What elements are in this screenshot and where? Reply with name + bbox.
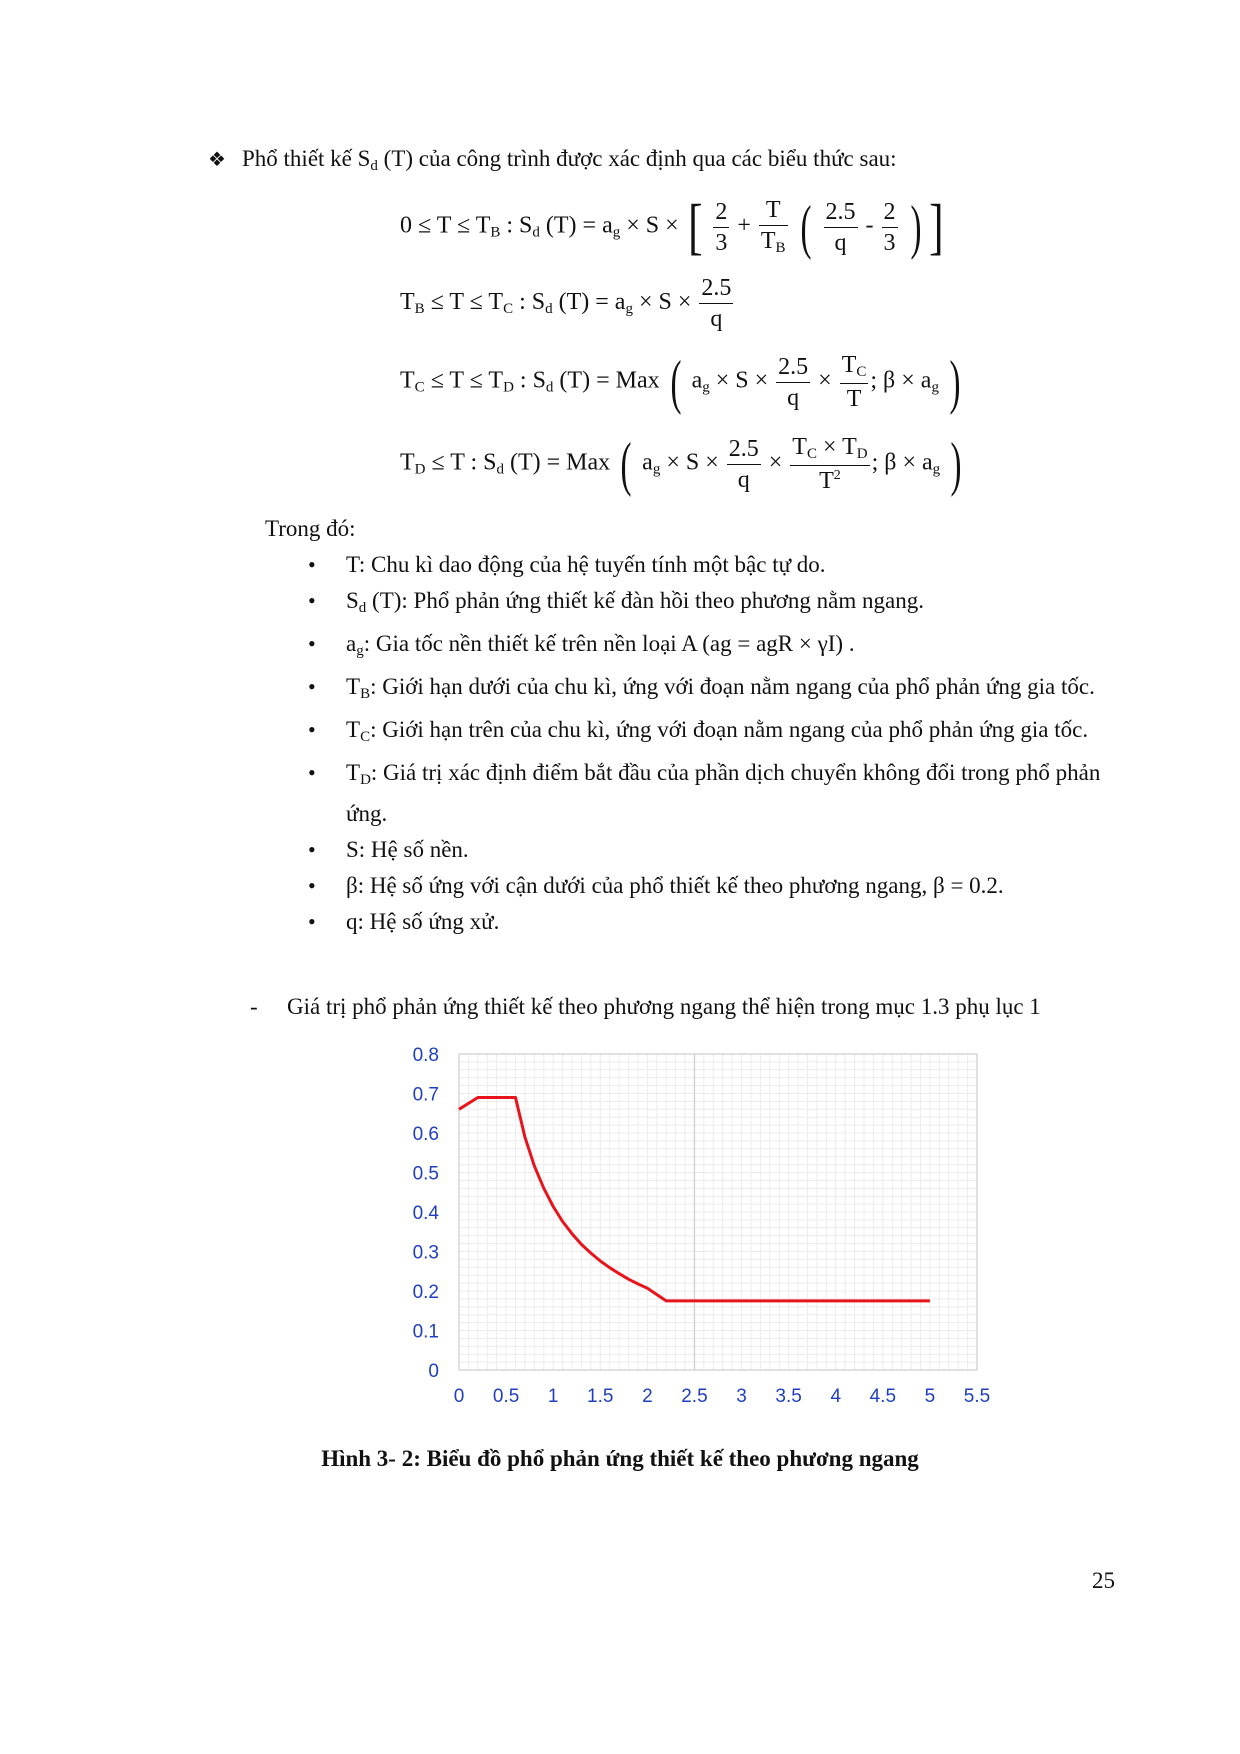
list-item: • β: Hệ số ứng với cận dưới của phổ thiết kế theo phương ngang, β = 0.2. bbox=[300, 869, 1130, 903]
section-heading: ❖ Phổ thiết kế $S_d$ (T) của công trình được xác định qua các biểu thức sau: bbox=[208, 146, 897, 174]
page-number: 25 bbox=[1092, 1568, 1115, 1593]
y-tick-label: 0.2 bbox=[412, 1282, 439, 1303]
x-tick-label: 4.5 bbox=[869, 1386, 897, 1407]
list-item: • $S_d$ (T): Phổ phản ứng thiết kế đàn hồi theo phương nằm ngang. bbox=[300, 584, 1130, 625]
x-tick-label: 0 bbox=[453, 1386, 465, 1407]
y-tick-label: 0.5 bbox=[412, 1163, 439, 1185]
y-tick-label: 0.8 bbox=[412, 1045, 439, 1066]
x-tick-label: 1 bbox=[547, 1386, 559, 1407]
figure-caption: Hình 3- 2: Biểu đồ phổ phản ứng thiết kế theo phương ngang bbox=[321, 1446, 919, 1471]
reference-note: - Giá trị phổ phản ứng thiết kế theo phương ngang thể hiện trong mục 1.3 phụ lục 1 bbox=[250, 994, 1041, 1019]
list-item: • $a_g$: Gia tốc nền thiết kế trên nền loại A (ag = agR × γI) . bbox=[300, 627, 1130, 668]
y-tick-label: 0.3 bbox=[412, 1242, 439, 1264]
definition-list bbox=[300, 548, 1130, 941]
x-axis-labels bbox=[454, 1386, 991, 1407]
x-tick-label: 5.5 bbox=[963, 1386, 991, 1407]
x-tick-label: 2 bbox=[642, 1386, 653, 1407]
response-spectrum-chart bbox=[395, 1040, 1015, 1425]
x-tick-label: 1.5 bbox=[587, 1386, 614, 1407]
y-tick-label: 0.7 bbox=[412, 1084, 439, 1106]
x-tick-label: 4 bbox=[830, 1386, 842, 1407]
x-tick-label: 3 bbox=[736, 1386, 747, 1407]
x-tick-label: 0.5 bbox=[492, 1386, 520, 1407]
formula-1: $0 \le T \le T_B$ : $S_d$ $(T) = a_g \times S$ × [ $\frac{2}{3}$ + $\frac{T}{T_B}$ ( $\frac{2.5}{q}$ - $\frac{2}{3}$ ) ] bbox=[400, 193, 944, 261]
formula-3: $T_C \le T \le T_D$ : $S_d$ (T) = Max ( $a_g \times S$ × $\frac{2.5}{q}$ × $\frac{T_C}{T}$ ; $\beta \times a_g$ ) bbox=[400, 349, 961, 415]
x-tick-label: 3.5 bbox=[775, 1386, 802, 1407]
diamond-bullet-icon: ❖ bbox=[208, 149, 226, 171]
formula-2: $T_B \le T \le T_C$ : $S_d$ $(T) = a_g \times S$ × $\frac{2.5}{q}$ bbox=[400, 275, 732, 332]
where-label: Trong đó: bbox=[265, 516, 356, 541]
x-tick-label: 5 bbox=[924, 1386, 936, 1407]
list-item: • q: Hệ số ứng xử. bbox=[300, 905, 1130, 939]
list-item: • $T_B$: Giới hạn dưới của chu kì, ứng với đoạn nằm ngang của phổ phản ứng gia tốc. bbox=[300, 670, 1130, 711]
list-item: • T: Chu kì dao động của hệ tuyến tính một bậc tự do. bbox=[300, 548, 1130, 582]
grid-minor bbox=[459, 1054, 977, 1370]
list-item: • S: Hệ số nền. bbox=[300, 833, 1130, 867]
list-item: • $T_D$: Giá trị xác định điểm bắt đầu của phần dịch chuyển không đổi trong phổ phản ứng. bbox=[300, 756, 1130, 831]
formula-4: $T_D \le T$ : $S_d$ (T) = Max ( $a_g \times S$ × $\frac{2.5}{q}$ × $\frac{T_C \times T_D}{T^2}$ ; $\beta \times a_g$ ) bbox=[400, 431, 962, 497]
list-item: • $T_C$: Giới hạn trên của chu kì, ứng với đoạn nằm ngang của phổ phản ứng gia tốc. bbox=[300, 713, 1130, 754]
y-axis-labels bbox=[413, 1045, 440, 1382]
y-tick-label: 0.6 bbox=[412, 1124, 439, 1145]
y-tick-label: 0.1 bbox=[412, 1321, 439, 1343]
x-tick-label: 2.5 bbox=[681, 1386, 708, 1407]
y-tick-label: 0 bbox=[428, 1361, 439, 1382]
y-tick-label: 0.4 bbox=[412, 1203, 439, 1224]
